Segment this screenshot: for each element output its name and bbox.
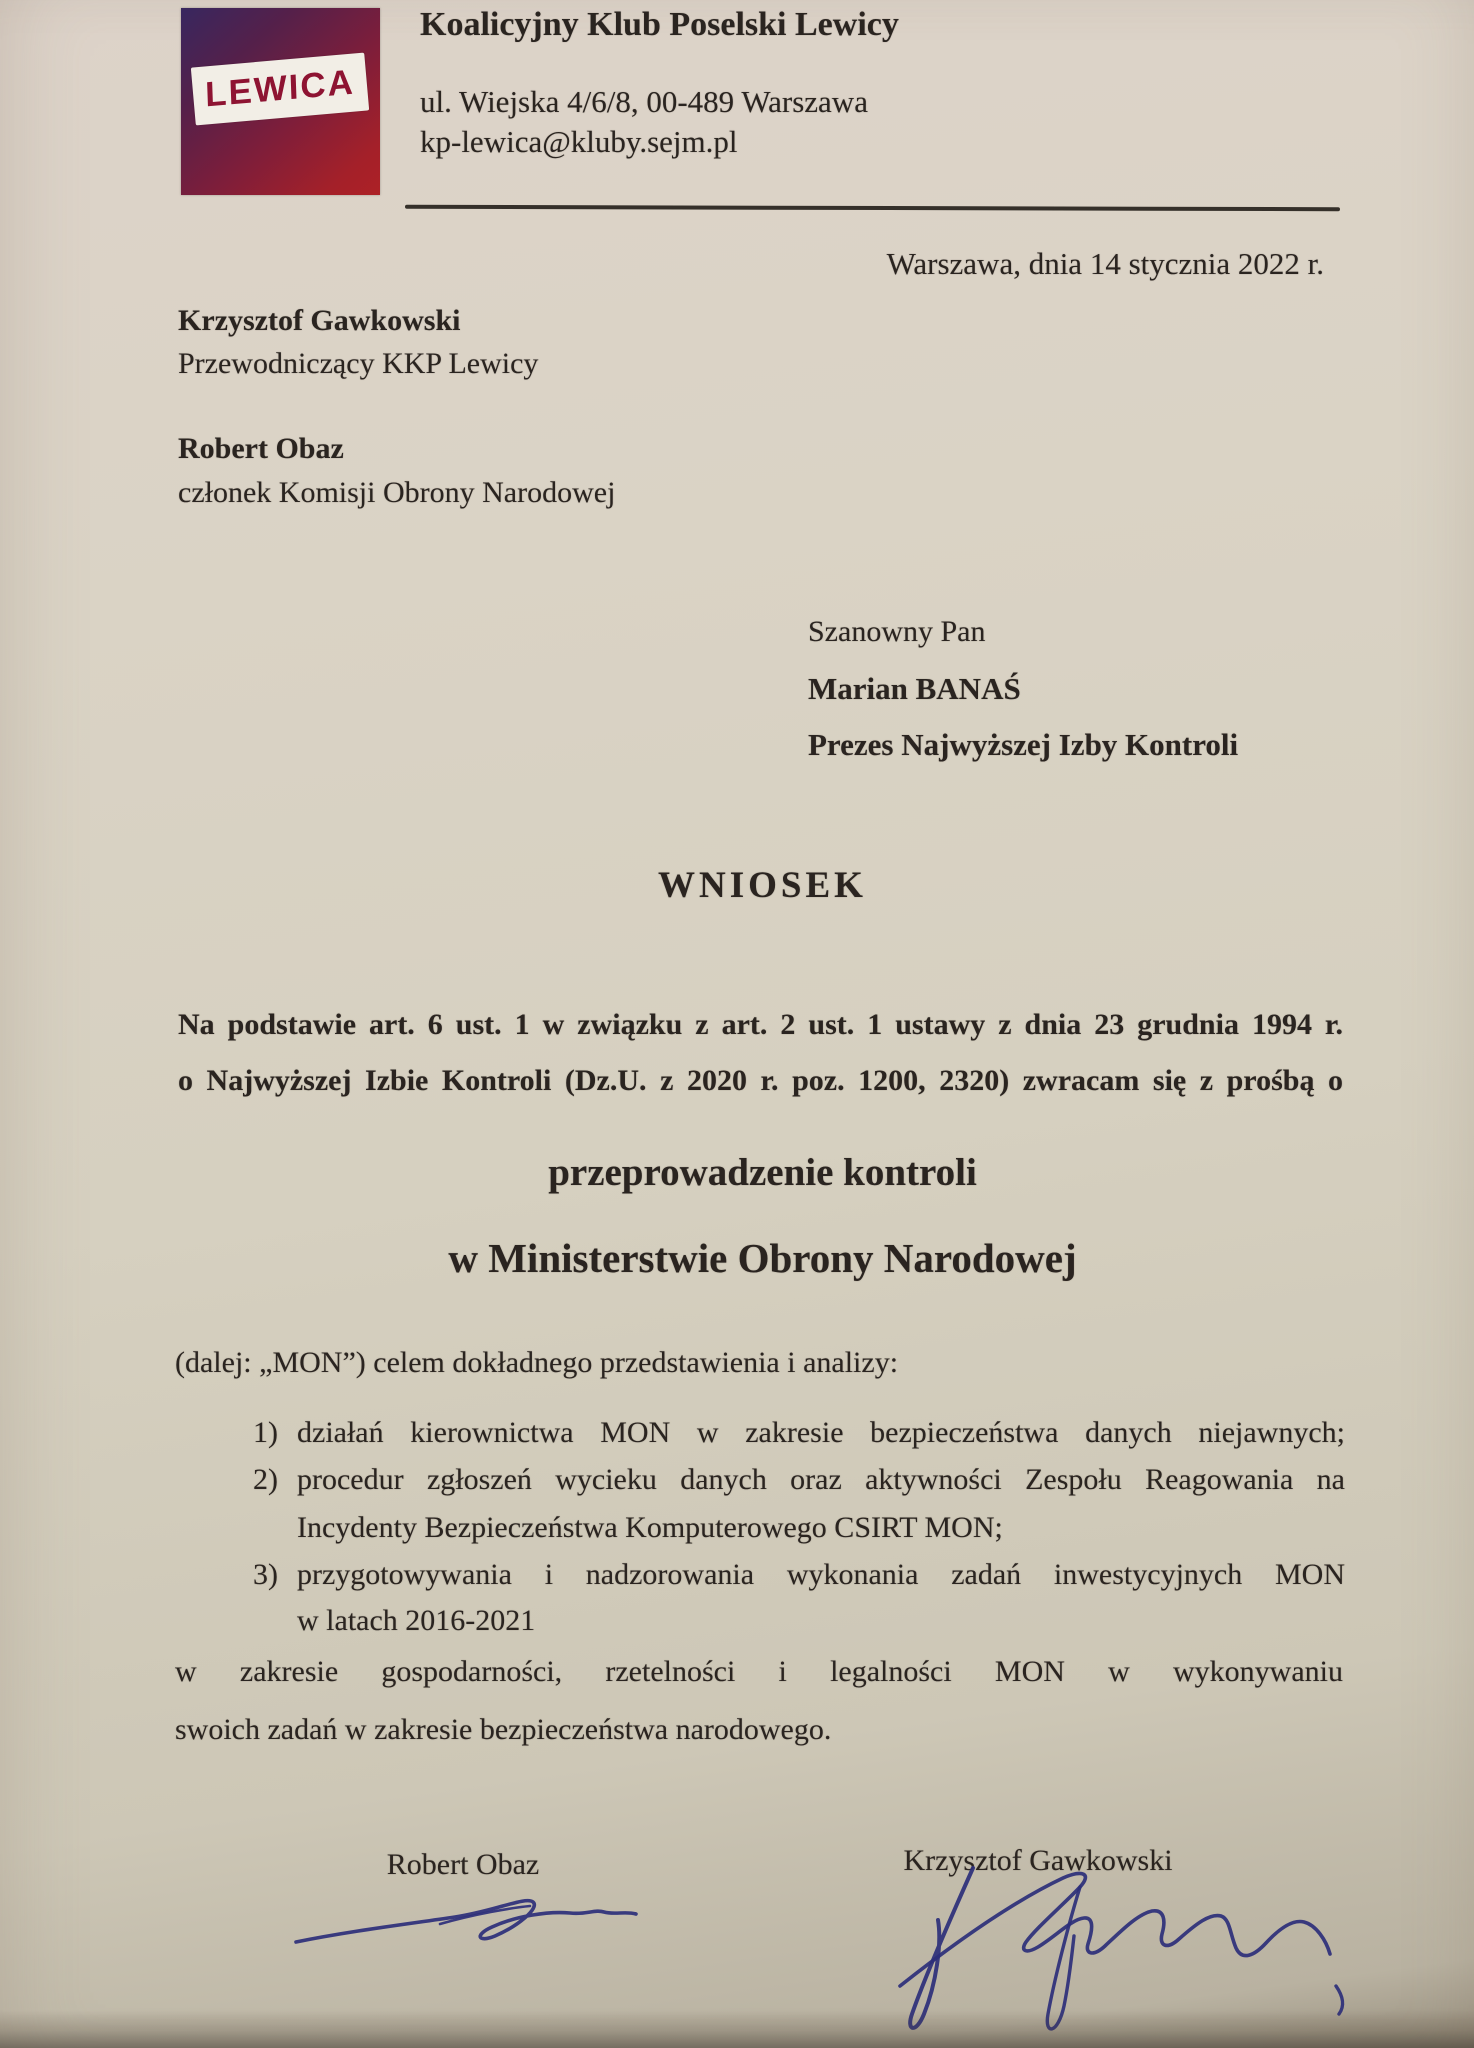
- letterhead-rule: [405, 205, 1340, 211]
- robert-obaz-signature: [290, 1884, 645, 1962]
- legal-basis-line-1: Na podstawie art. 6 ust. 1 w związku z art. 2 ust. 1 ustawy z dnia 23 grudnia 1994 r.: [178, 1008, 1343, 1041]
- lewica-wordmark: LEWICA: [204, 62, 356, 115]
- list-item-1-number: 1): [253, 1416, 278, 1449]
- request-heading-line-1: przeprowadzenie kontroli: [548, 1151, 977, 1194]
- recipient-salutation: Szanowny Pan: [808, 615, 986, 648]
- org-name: Koalicyjny Klub Poselski Lewicy: [420, 6, 899, 43]
- sender-1-role: Przewodniczący KKP Lewicy: [178, 347, 539, 380]
- recipient-role: Prezes Najwyższej Izby Kontroli: [808, 727, 1239, 762]
- signature-label-robert-obaz: Robert Obaz: [386, 1848, 540, 1881]
- lewica-logo-band: [191, 53, 369, 126]
- lewica-logo: [181, 8, 380, 195]
- closing-line-1: w zakresie gospodarności, rzetelności i legalności MON w wykonywaniu: [175, 1655, 1343, 1688]
- signature-label-krzysztof-gawkowski: Krzysztof Gawkowski: [903, 1844, 1173, 1877]
- krzysztof-gawkowski-signature: [878, 1856, 1360, 2042]
- recipient-name: Marian BANAŚ: [808, 671, 1021, 706]
- org-email: kp-lewica@kluby.sejm.pl: [420, 124, 738, 159]
- sender-2-role: członek Komisji Obrony Narodowej: [178, 476, 616, 509]
- legal-basis-line-2: o Najwyższej Izbie Kontroli (Dz.U. z 2020 r. poz. 1200, 2320) zwracam się z prośbą o: [178, 1064, 1343, 1097]
- list-item-2-text-line-1: procedur zgłoszeń wycieku danych oraz aktywności Zespołu Reagowania na: [297, 1463, 1345, 1496]
- date-line: Warszawa, dnia 14 stycznia 2022 r.: [886, 246, 1324, 281]
- list-item-3-text-line-2: w latach 2016-2021: [297, 1604, 536, 1637]
- document-title: WNIOSEK: [658, 865, 867, 906]
- sender-2-name: Robert Obaz: [178, 432, 344, 465]
- sender-1-name: Krzysztof Gawkowski: [178, 304, 461, 337]
- list-item-1-text: działań kierownictwa MON w zakresie bezpieczeństwa danych niejawnych;: [297, 1416, 1345, 1449]
- list-item-2-number: 2): [253, 1463, 278, 1496]
- list-item-3-text-line-1: przygotowywania i nadzorowania wykonania zadań inwestycyjnych MON: [297, 1558, 1345, 1591]
- list-item-2-text-line-2: Incydenty Bezpieczeństwa Komputerowego CSIRT MON;: [297, 1511, 1003, 1544]
- org-address: ul. Wiejska 4/6/8, 00-489 Warszawa: [420, 84, 868, 119]
- closing-line-2: swoich zadań w zakresie bezpieczeństwa narodowego.: [175, 1713, 832, 1746]
- request-heading-line-2: w Ministerstwie Obrony Narodowej: [448, 1235, 1077, 1281]
- list-item-3-number: 3): [253, 1558, 278, 1591]
- scope-intro: (dalej: „MON”) celem dokładnego przedstawienia i analizy:: [175, 1346, 899, 1379]
